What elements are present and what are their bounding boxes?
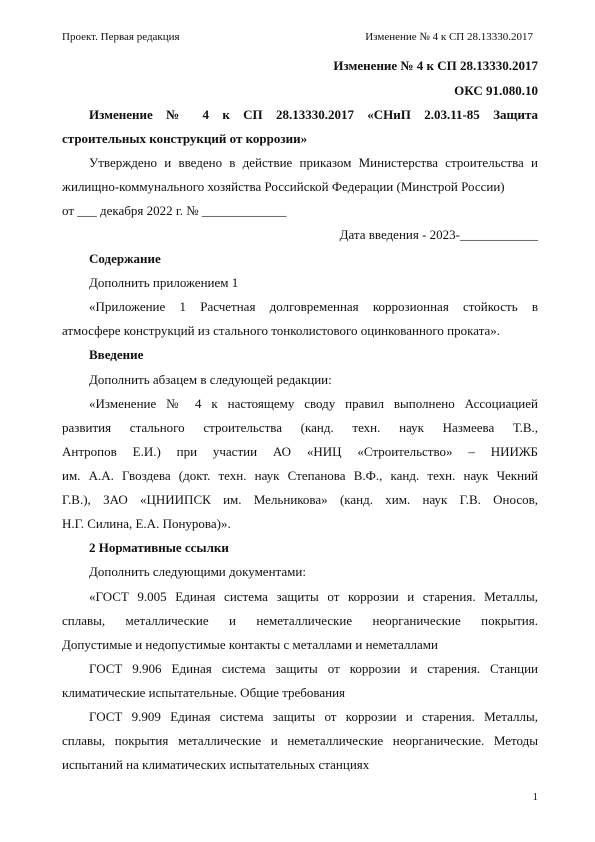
intro-paragraph-line: развития стального строительства (канд. техн. наук Назмеева Т.В., [62,420,538,435]
document-title-line-1: Изменение № 4 к СП 28.13330.2017 «СНиП 2.03.11-85 Защита [89,107,538,122]
gost-9906-line: ГОСТ 9.906 Единая система защиты от коррозии и старения. Станции [89,661,538,676]
running-header-left: Проект. Первая редакция [62,31,180,43]
contents-add-instruction: Дополнить приложением 1 [89,275,239,290]
intro-paragraph-line: «Изменение № 4 к настоящему своду правил выполнено Ассоциацией [89,396,538,411]
approval-line-1: Утверждено и введено в действие приказом Министерства строительства и [89,155,538,170]
page-number: 1 [532,791,538,803]
change-number-title: Изменение № 4 к СП 28.13330.2017 [333,58,538,73]
intro-paragraph-line: Антропов Е.И.) при участии АО «НИЦ «Строительство» – НИИЖБ [62,444,538,459]
approval-line-2: жилищно-коммунального хозяйства Российской Федерации (Минстрой России) [62,179,505,194]
normative-refs-heading: 2 Нормативные ссылки [89,540,229,555]
appendix-line-2: атмосфере конструкций из стального тонколистового оцинкованного проката». [62,323,501,338]
gost-9909-line: сплавы, покрытия металлические и неметаллические неорганические. Методы [62,733,538,748]
gost-9005-line: «ГОСТ 9.005 Единая система защиты от коррозии и старения. Металлы, [89,589,538,604]
intro-paragraph-line: Н.Г. Силина, Е.А. Понурова)». [62,516,231,531]
intro-paragraph-line: Г.В.), ЗАО «ЦНИИПСК им. Мельникова» (канд. хим. наук Г.В. Оносов, [62,492,538,507]
intro-add-instruction: Дополнить абзацем в следующей редакции: [89,372,332,387]
gost-9005-line: Допустимые и недопустимые контакты с металлами и неметаллами [62,637,438,652]
gost-9906-line: климатические испытательные. Общие требования [62,685,346,700]
contents-heading: Содержание [89,251,161,266]
document-title-line-2: строительных конструкций от коррозии» [62,131,308,146]
intro-paragraph-line: им. А.А. Гвоздева (докт. техн. наук Степанова В.Ф., канд. техн. наук Чекний [62,468,538,483]
normative-refs-add-instruction: Дополнить следующими документами: [89,564,306,579]
appendix-line-1: «Приложение 1 Расчетная долговременная коррозионная стойкость в [89,299,538,314]
intro-heading: Введение [89,347,144,362]
oks-code: ОКС 91.080.10 [454,83,538,98]
gost-9909-line: испытаний на климатических испытательных станциях [62,757,370,772]
running-header-right: Изменение № 4 к СП 28.13330.2017 [365,31,533,43]
gost-9909-line: ГОСТ 9.909 Единая система защиты от коррозии и старения. Металлы, [89,709,538,724]
effective-date: Дата введения - 2023-____________ [339,227,538,242]
approval-line-3: от ___ декабря 2022 г. № _____________ [62,203,287,218]
gost-9005-line: сплавы, металлические и неметаллические неорганические покрытия. [62,613,538,628]
